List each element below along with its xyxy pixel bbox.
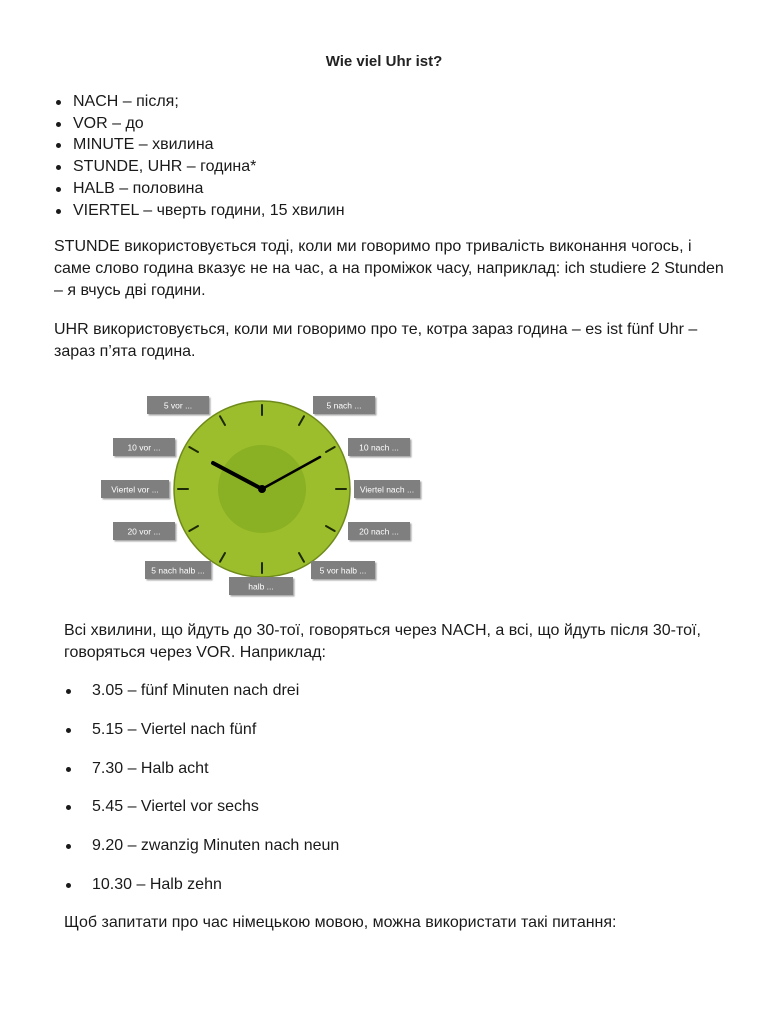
clock-label-text: Viertel nach ...	[359, 484, 415, 495]
list-item: MINUTE – хвилина	[54, 134, 345, 156]
list-item: HALB – половина	[54, 178, 345, 200]
list-item: STUNDE, UHR – година*	[54, 156, 345, 178]
clock-diagram	[98, 390, 428, 602]
clock-label-text: 5 nach halb ...	[151, 565, 205, 576]
clock-label-text: 20 nach ...	[359, 526, 399, 537]
list-item: 9.20 – zwanzig Minuten nach neun	[64, 835, 339, 874]
stunde-paragraph: STUNDE використовується тоді, коли ми говоримо про тривалість виконання чогось, і саме слово година вказує не на час, а на проміжок часу, наприклад: ich studiere 2 Stunden – я вчусь дві години.	[54, 238, 724, 299]
clock-center	[258, 485, 266, 493]
clock-label-text: Viertel vor ...	[111, 484, 159, 495]
clock-label-text: 5 vor halb ...	[319, 565, 367, 576]
list-item: 5.45 – Viertel vor sechs	[64, 796, 339, 835]
examples-list	[64, 680, 339, 913]
clock-label-text: 5 vor ...	[163, 400, 193, 411]
list-item: NACH – після;	[54, 91, 345, 113]
page-title: Wie viel Uhr ist?	[325, 53, 443, 70]
uhr-paragraph: UHR використовується, коли ми говоримо про те, котра зараз година – es ist fünf Uhr – зараз п’ята година.	[54, 321, 698, 360]
clock-label-text: halb ...	[248, 581, 274, 592]
list-item: VIERTEL – чверть години, 15 хвилин	[54, 200, 345, 222]
question-paragraph: Щоб запитати про час німецькою мовою, можна використати такі питання:	[64, 914, 617, 931]
clock-label-text: 20 vor ...	[127, 526, 161, 537]
nach-vor-paragraph: Всі хвилини, що йдуть до 30-тої, говоряться через NACH, а всі, що йдуть після 30-тої, говоряться через VOR. Наприклад:	[64, 622, 701, 661]
clock-label-text: 10 nach ...	[359, 442, 399, 453]
clock-label-text: 10 vor ...	[127, 442, 161, 453]
list-item: 3.05 – fünf Minuten nach drei	[64, 680, 339, 719]
list-item: 10.30 – Halb zehn	[64, 874, 339, 913]
clock-label-text: 5 nach ...	[326, 400, 362, 411]
vocabulary-list	[54, 91, 345, 221]
list-item: 5.15 – Viertel nach fünf	[64, 719, 339, 758]
list-item: VOR – до	[54, 113, 345, 135]
list-item: 7.30 – Halb acht	[64, 758, 339, 797]
